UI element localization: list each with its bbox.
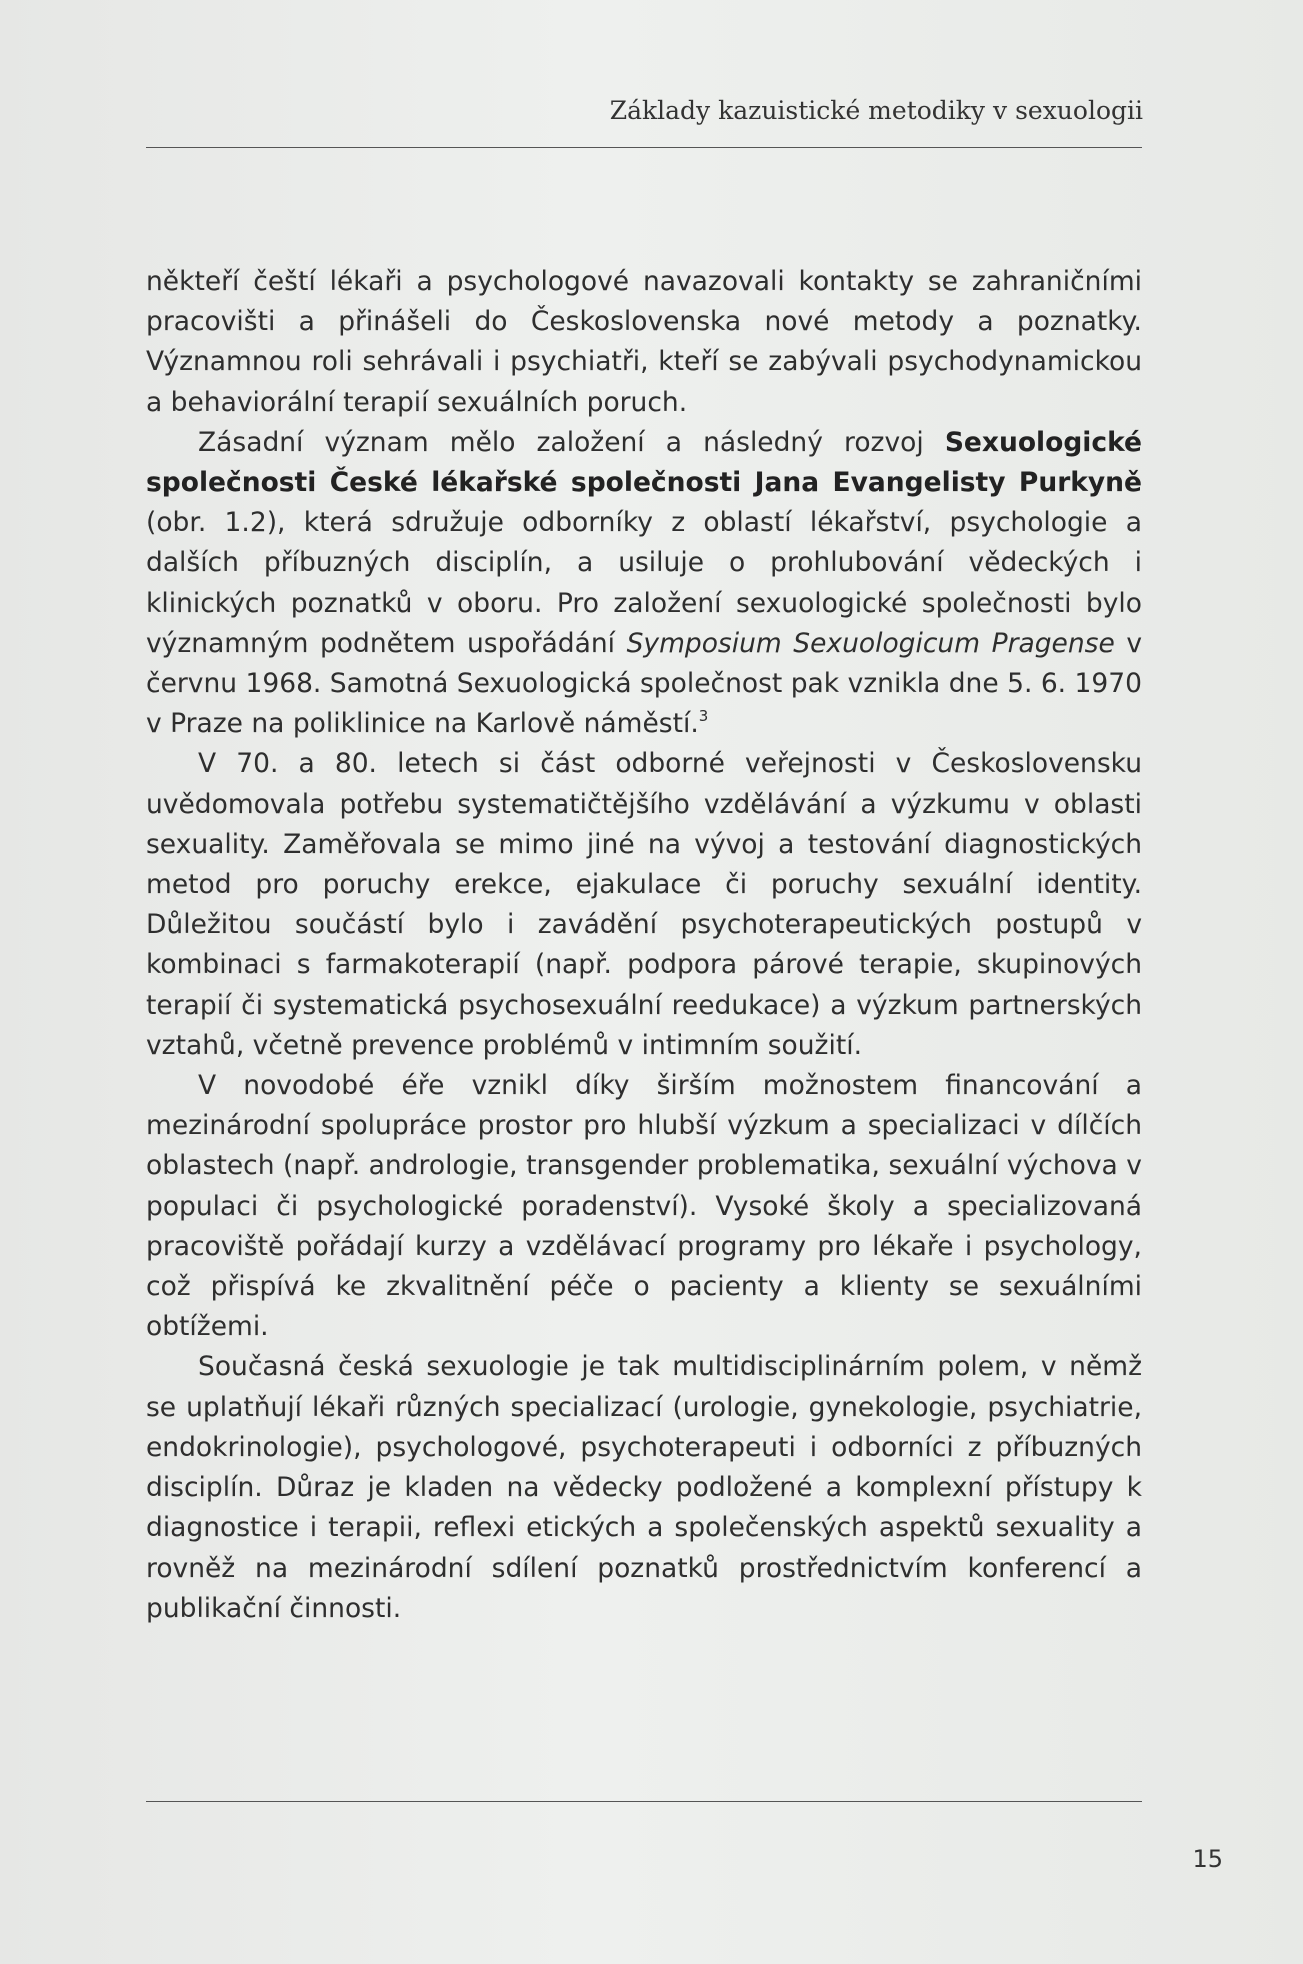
symposium-title: Symposium Sexuologicum Pragense [626, 627, 1115, 659]
running-header: Základy kazuistické metodiky v sexuologii [609, 96, 1143, 125]
footer-rule [146, 1801, 1142, 1802]
page-number: 15 [1192, 1845, 1223, 1873]
paragraph: V novodobé éře vznikl díky širším možnostem financování a mezinárodní spolupráce prostor pro hlubší výzkum a specializaci v dílčích oblastech (např. andrologie, transgender problematika, sexuální výchova v populaci či psychologické poradenství). Vysoké školy a specializovaná pracoviště pořádají kurzy a vzdělávací programy pro lékaře i psychology, což přispívá ke zkvalitnění péče o pacienty a klienty se sexuálními obtížemi. [146, 1070, 1142, 1343]
text-run: Zásadní význam mělo založení a následný rozvoj [198, 426, 945, 458]
paragraph: někteří čeští lékaři a psychologové navazovali kontakty se zahraničními pracovišti a přinášeli do Československa nové metody a poznatky. Významnou roli sehrávali i psychiatři, kteří se zabývali psychodynamickou a behaviorální terapií sexuálních poruch. [146, 266, 1142, 418]
paragraph: V 70. a 80. letech si část odborné veřejnosti v Československu uvědomovala potřebu systematičtějšího vzdělávání a výzkumu v oblasti sexuality. Zaměřovala se mimo jiné na vývoj a testování diagnostických metod pro poruchy erekce, ejakulace či poruchy sexuální identity. Důležitou součástí bylo i zavádění psychoterapeutických postupů v kombinaci s farmakoterapií (např. podpora párové terapie, skupinových terapií či systematická psychosexuální reedukace) a výzkum partnerských vztahů, včetně prevence problémů v intimním soužití. [146, 748, 1142, 1061]
society-name: Sexuologické společnosti České lékařské společnosti Jana Evangelisty Purkyně [146, 426, 1142, 499]
footnote-ref: 3 [698, 707, 709, 726]
text-run: (obr. 1.2), která sdružuje odborníky z oblastí lékařství, psychologie a dalších příbuzných disciplín, a usiluje o prohlubování vědeckých i klinických poznatků v oboru. Pro založení sexuologické společnosti bylo významným podnětem uspořádání [146, 507, 1142, 659]
paragraph [146, 423, 1142, 745]
text-run: v červnu 1968. Samotná Sexuologická společnost pak vznikla dne 5. 6. 1970 v Praze na poliklinice na Karlově náměstí. [146, 627, 1142, 740]
header-rule [146, 147, 1142, 148]
body-text [146, 262, 1142, 1629]
paragraph: Současná česká sexuologie je tak multidisciplinárním polem, v němž se uplatňují lékaři různých specializací (urologie, gynekologie, psychiatrie, endokrinologie), psychologové, psychoterapeuti i odborníci z příbuzných disciplín. Důraz je kladen na vědecky podložené a komplexní přístupy k diagnostice i terapii, reflexi etických a společenských aspektů sexuality a rovněž na mezinárodní sdílení poznatků prostřednictvím konferencí a publikační činnosti. [146, 1351, 1142, 1624]
